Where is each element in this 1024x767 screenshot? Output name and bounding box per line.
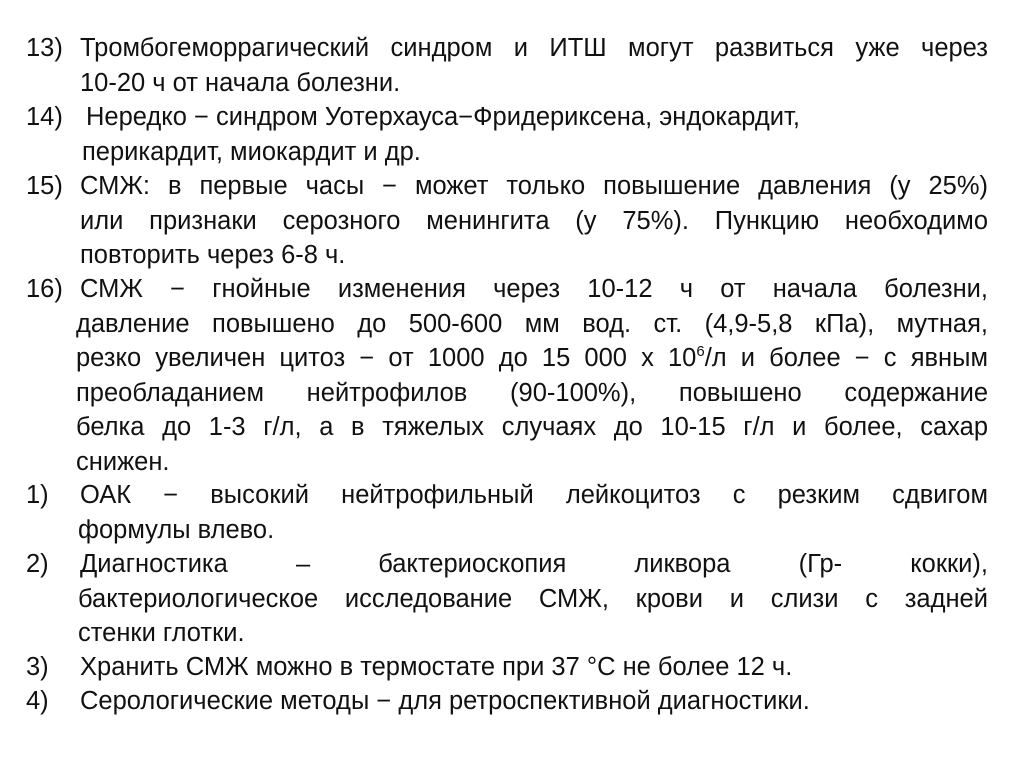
list-item-text: Тромбогеморрагический синдром и ИТШ могут развиться уже через — [80, 34, 988, 62]
list-item-line — [26, 376, 988, 411]
list-item-text: ОАК − высокий нейтрофильный лейкоцитоз с резким сдвигом — [80, 481, 988, 509]
list-item-text: снижен. — [76, 447, 170, 476]
list-item-16 — [26, 272, 988, 479]
list-item-text: преобладанием нейтрофилов (90-100%), повышено содержание — [76, 378, 988, 407]
list-item-line — [26, 582, 988, 617]
list-item-number: 13) — [26, 34, 63, 62]
list-item-line — [26, 478, 988, 513]
list-item-2 — [26, 547, 988, 651]
list-item-line — [26, 272, 988, 307]
list-item-line — [26, 169, 988, 204]
list-item-text: давление повышено до 500-600 мм вод. ст. (4,9-5,8 кПа), мутная, — [76, 309, 988, 338]
list-item-1 — [26, 478, 988, 547]
list-item-14 — [26, 100, 988, 169]
list-item-15 — [26, 169, 988, 273]
list-item-line — [26, 445, 988, 480]
list-item-text: /л и более − с явным — [704, 344, 988, 372]
list-item-3 — [26, 650, 988, 685]
list-item-text: СМЖ: в первые часы − может только повышение давления (у 25%) — [80, 172, 988, 200]
list-item-13 — [26, 31, 988, 100]
list-item-text: стенки глотки. — [78, 619, 245, 647]
list-item-number: 16) — [26, 275, 63, 303]
list-item-number: 4) — [26, 687, 49, 715]
list-item-line — [26, 616, 988, 651]
list-item-number: 15) — [26, 172, 63, 200]
list-item-number: 1) — [26, 481, 49, 509]
list-item-number: 3) — [26, 653, 49, 681]
list-item-text: белка до 1-3 г/л, а в тяжелых случаях до 10-15 г/л и более, сахар — [76, 413, 988, 441]
list-item-text: формулы влево. — [78, 515, 275, 544]
list-item-text: 10-20 ч от начала болезни. — [80, 68, 401, 97]
list-item-line — [26, 307, 988, 342]
list-item-text: повторить через 6-8 ч. — [80, 241, 346, 269]
list-item-number: 14) — [26, 103, 63, 131]
list-item-text: Серологические методы − для ретроспективной диагностики. — [80, 687, 810, 715]
list-item-line — [26, 341, 988, 376]
list-item-line — [26, 135, 988, 170]
list-item-line — [26, 31, 988, 66]
list-item-line — [26, 66, 988, 101]
list-item-line — [26, 204, 988, 239]
list-item-line — [26, 100, 988, 135]
superscript-exponent: 6 — [696, 343, 705, 360]
list-item-text: или признаки серозного менингита (у 75%). Пункцию необходимо — [80, 206, 988, 235]
list-item-text: Хранить СМЖ можно в термостате при 37 °С не более 12 ч. — [80, 653, 793, 681]
list-item-text: перикардит, миокардит и др. — [82, 137, 421, 166]
list-item-number: 2) — [26, 550, 49, 578]
list-item-line — [26, 513, 988, 548]
list-item-text: резко увеличен цитоз − от 1000 до 15 000 х 10 — [76, 344, 697, 372]
list-item-4 — [26, 684, 988, 719]
list-item-line — [26, 684, 988, 719]
list-item-text: Нередко − синдром Уотерхауса−Фридериксена, эндокардит, — [86, 103, 800, 131]
list-item-line — [26, 238, 988, 273]
list-item-text: бактериологическое исследование СМЖ, крови и слизи с задней — [78, 584, 988, 613]
list-item-line — [26, 650, 988, 685]
list-item-line — [26, 410, 988, 445]
list-item-text: Диагностика – бактериоскопия ликвора (Гр- кокки), — [80, 550, 988, 578]
list-item-text: СМЖ − гнойные изменения через 10-12 ч от начала болезни, — [80, 275, 988, 303]
list-item-line — [26, 547, 988, 582]
